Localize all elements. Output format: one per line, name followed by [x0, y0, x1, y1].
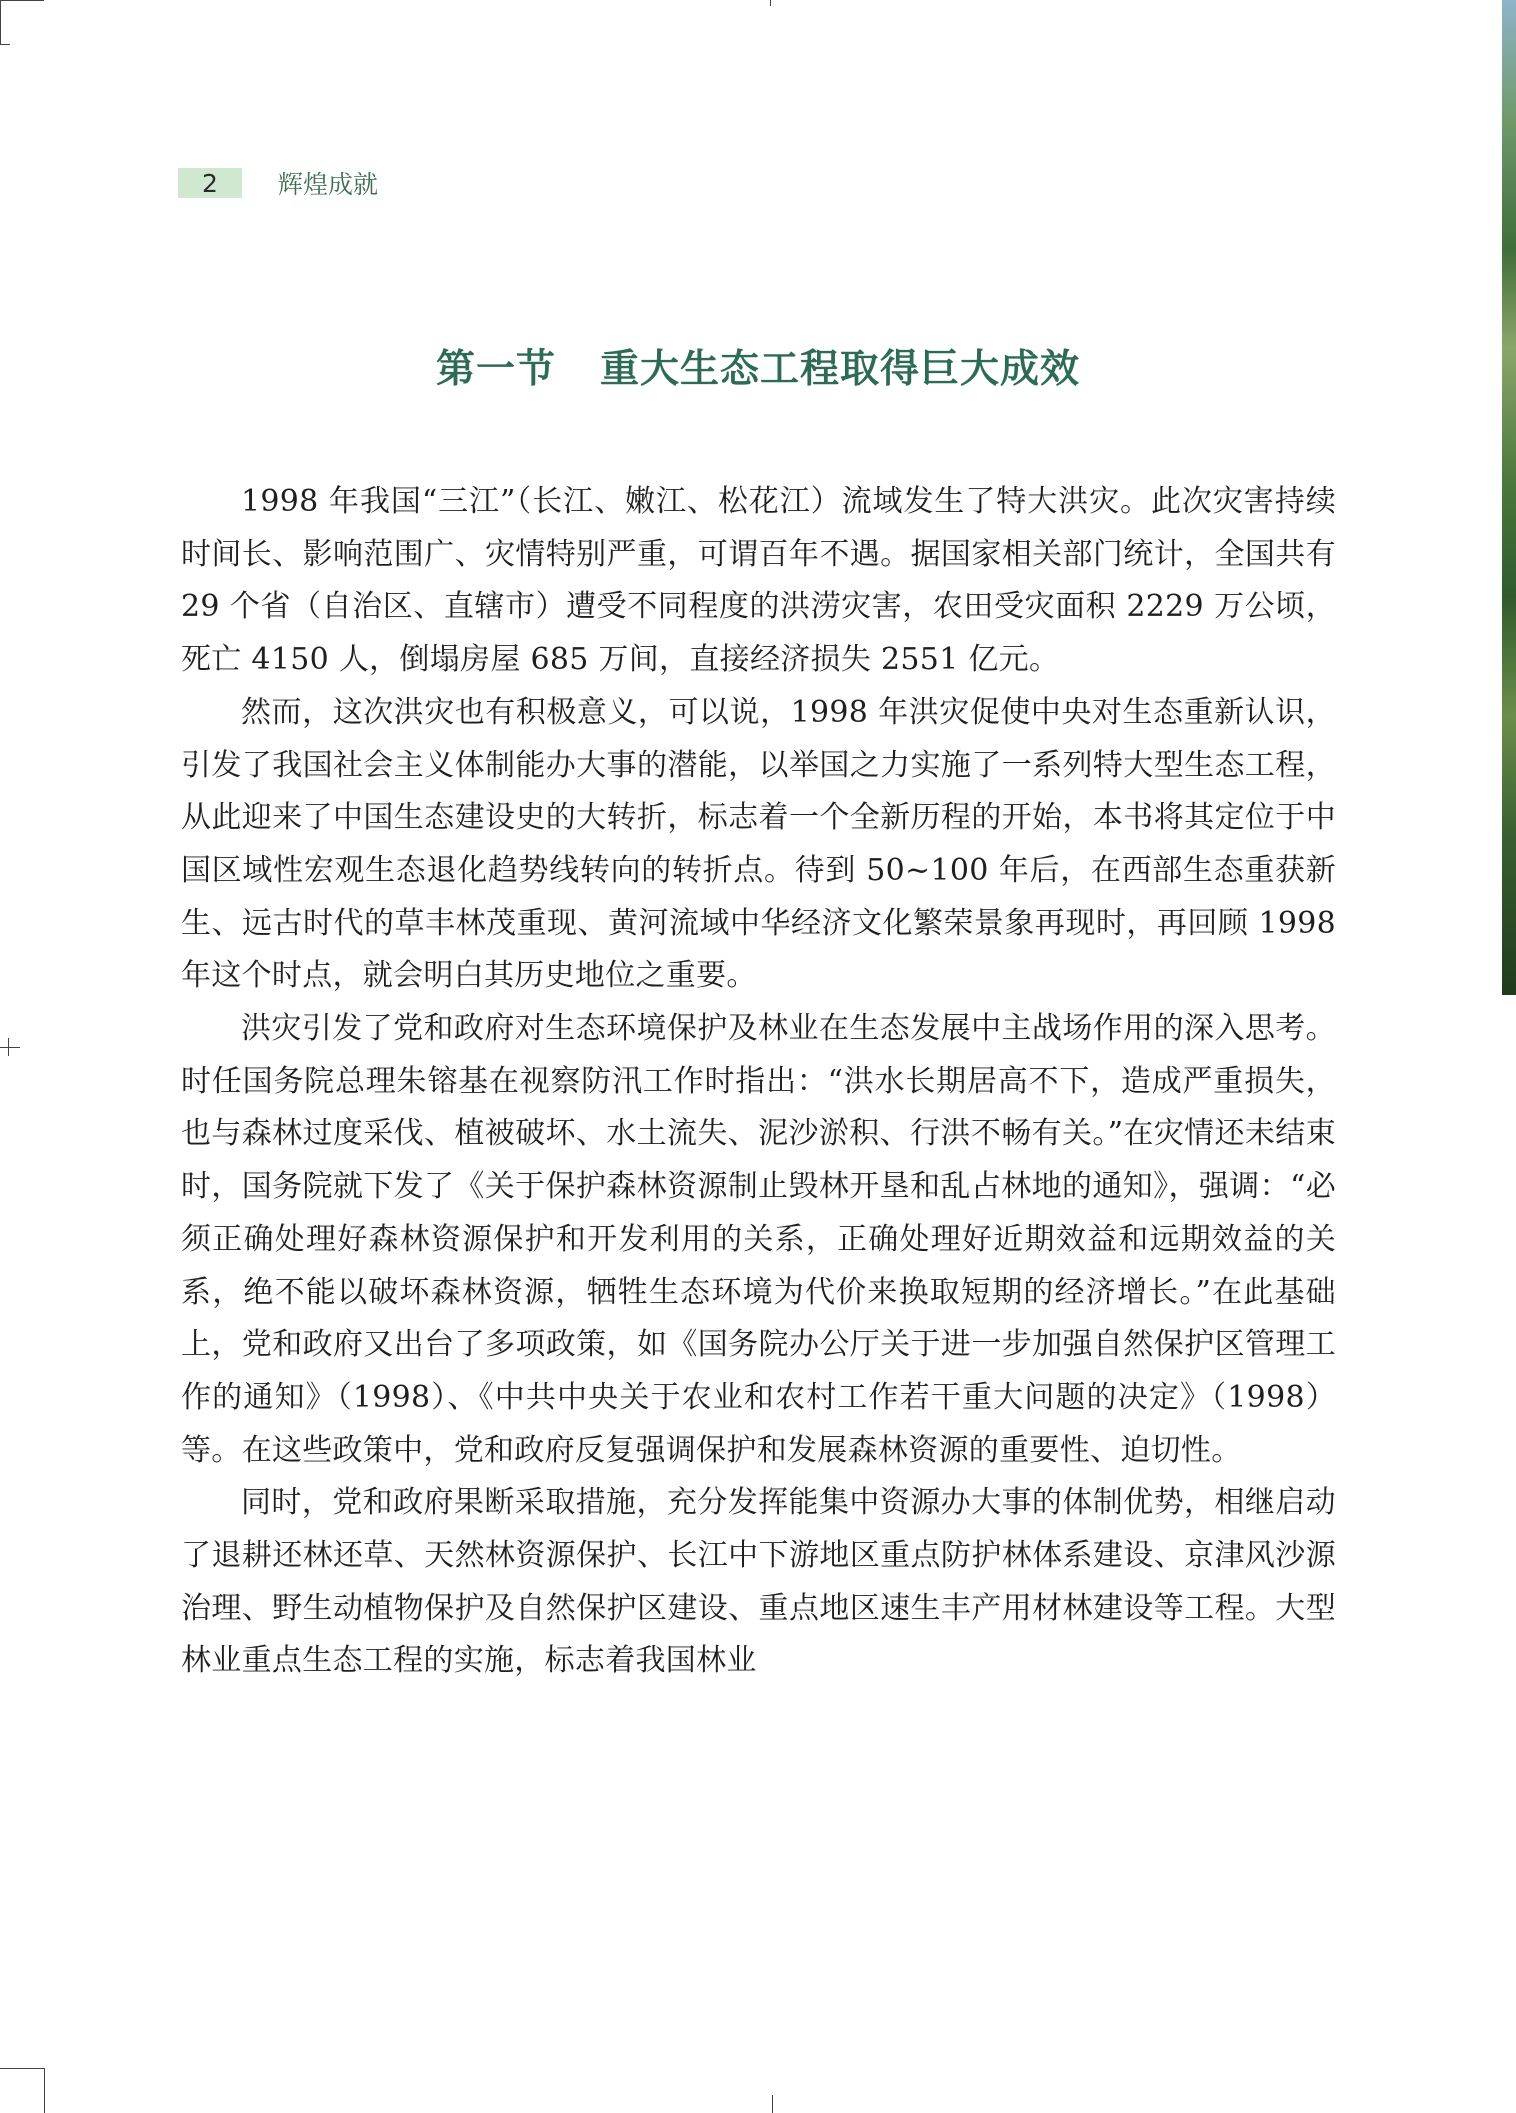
crop-mark-top-left-v [0, 0, 1, 44]
paragraph: 同时，党和政府果断采取措施，充分发挥能集中资源办大事的体制优势，相继启动了退耕还林还草、天然林资源保护、长江中下游地区重点防护林体系建设、京津风沙源治理、野生动植物保护及自然保护区建设、重点地区速生丰产用材林建设等工程。大型林业重点生态工程的实施，标志着我国林业 [181, 1485, 1336, 1679]
crop-mark-bottom-left-h [0, 2068, 44, 2069]
section-title-text: 重大生态工程取得巨大成效 [600, 347, 1081, 392]
crop-mark-middle-left [0, 1047, 20, 1048]
page-number: 2 [178, 168, 242, 198]
crop-mark-top-left-h [0, 0, 44, 1]
crop-mark-top-center [770, 0, 771, 6]
crop-mark-top-left-outer [0, 44, 10, 45]
section-title [0, 338, 1516, 394]
running-header [178, 168, 378, 198]
paragraph: 洪灾引发了党和政府对生态环境保护及林业在生态发展中主战场作用的深入思考。时任国务院总理朱镕基在视察防汛工作时指出：“洪水长期居高不下，造成严重损失，也与森林过度采伐、植被破坏、水土流失、泥沙淤积、行洪不畅有关。”在灾情还未结束时，国务院就下发了《关于保护森林资源制止毁林开垦和乱占林地的通知》，强调：“必须正确处理好森林资源保护和开发利用的关系，正确处理好近期效益和远期效益的关系，绝不能以破坏森林资源，牺牲生态环境为代价来换取短期的经济增长。”在此基础上，党和政府又出台了多项政策，如《国务院办公厅关于进一步加强自然保护区管理工作的通知》（1998）、《中共中央关于农业和农村工作若干重大问题的决定》（1998）等。在这些政策中，党和政府反复强调保护和发展森林资源的重要性、迫切性。 [181, 1011, 1336, 1468]
crop-mark-middle-left-v [8, 1038, 9, 1056]
crop-mark-bottom-left-v [44, 2068, 45, 2113]
running-title: 辉煌成就 [278, 170, 379, 199]
paragraph: 1998 年我国“三江”（长江、嫩江、松花江）流域发生了特大洪灾。此次灾害持续时间长、影响范围广、灾情特别严重，可谓百年不遇。据国家相关部门统计，全国共有 29 个省（自治区、直辖市）遭受不同程度的洪涝灾害，农田受灾面积 2229 万公顷，死亡 4150 人，倒塌房屋 685 万间，直接经济损失 2551 亿元。 [181, 484, 1336, 678]
crop-mark-bottom-center [772, 2095, 773, 2113]
forest-photo-strip [1502, 0, 1516, 995]
paragraph: 然而，这次洪灾也有积极意义，可以说，1998 年洪灾促使中央对生态重新认识，引发了我国社会主义体制能办大事的潜能，以举国之力实施了一系列特大型生态工程，从此迎来了中国生态建设史的大转折，标志着一个全新历程的开始，本书将其定位于中国区域性宏观生态退化趋势线转向的转折点。待到 50~100 年后，在西部生态重获新生、远古时代的草丰林茂重现、黄河流域中华经济文化繁荣景象再现时，再回顾 1998 年这个时点，就会明白其历史地位之重要。 [181, 694, 1336, 994]
section-number: 第一节 [435, 347, 556, 392]
body-text [181, 476, 1336, 1688]
